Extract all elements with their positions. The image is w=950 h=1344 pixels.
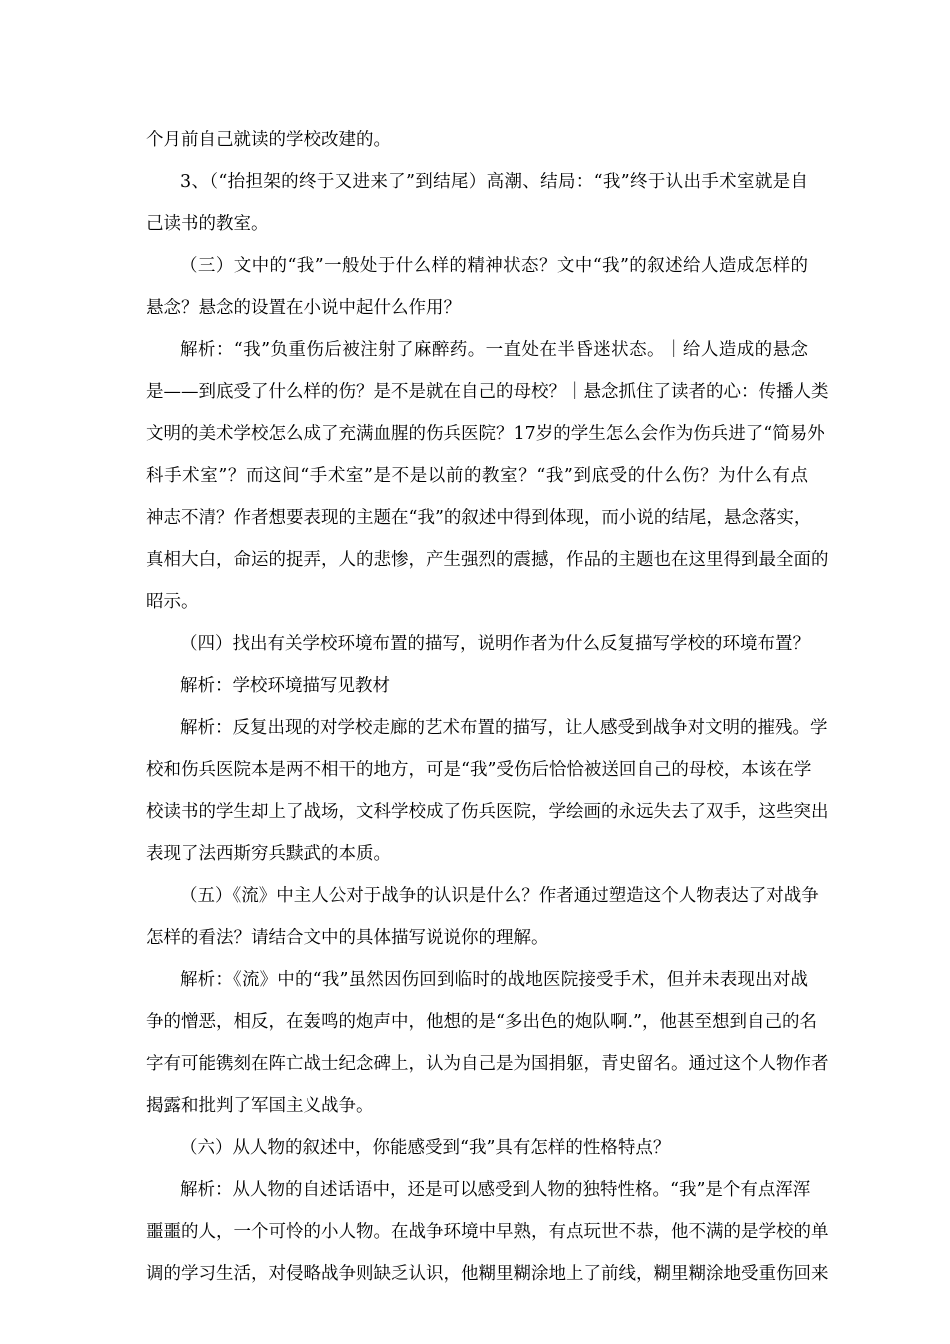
paragraph-line: 悬念？悬念的设置在小说中起什么作用？ [146,298,461,318]
paragraph-line: 文明的美术学校怎么成了充满血腥的伤兵医院？17岁的学生怎么会作为伤兵进了“简易外 [146,424,825,444]
paragraph-line: 字有可能镌刻在阵亡战士纪念碑上，认为自己是为国捐躯，青史留名。通过这个人物作者 [146,1054,829,1074]
paragraph-line: 昭示。 [146,592,199,612]
paragraph-line: 是——到底受了什么样的伤？是不是就在自己的母校？｜悬念抓住了读者的心：传播人类 [146,382,829,402]
paragraph-line: 争的憎恶，相反，在轰鸣的炮声中，他想的是“多出色的炮队啊.”，他甚至想到自己的名 [146,1012,817,1032]
paragraph-line: 神志不清？作者想要表现的主题在“我”的叙述中得到体现，而小说的结尾，悬念落实， [146,508,812,528]
paragraph-line: 真相大白，命运的捉弄，人的悲惨，产生强烈的震撼，作品的主题也在这里得到最全面的 [146,550,829,570]
section-heading-6: （六）从人物的叙述中，你能感受到“我”具有怎样的性格特点？ [180,1138,671,1158]
paragraph-line: 解析：学校环境描写见教材 [180,676,390,696]
paragraph-line: 个月前自己就读的学校改建的。 [146,130,391,150]
section-heading-3: （三）文中的“我”一般处于什么样的精神状态？文中“我”的叙述给人造成怎样的 [180,256,808,276]
paragraph-line: 解析：从人物的自述话语中，还是可以感受到人物的独特性格。“我”是个有点浑浑 [180,1180,811,1200]
paragraph-line: 解析：“我”负重伤后被注射了麻醉药。一直处在半昏迷状态。｜给人造成的悬念 [180,340,808,360]
paragraph-line: 校和伤兵医院本是两不相干的地方，可是“我”受伤后恰恰被送回自己的母校，本该在学 [146,760,812,780]
section-heading-5: （五）《流》中主人公对于战争的认识是什么？作者通过塑造这个人物表达了对战争 [180,886,819,906]
paragraph-line: 调的学习生活，对侵略战争则缺乏认识，他糊里糊涂地上了前线，糊里糊涂地受重伤回来 [146,1264,829,1284]
paragraph-line: 科手术室”？而这间“手术室”是不是以前的教室？“我”到底受的什么伤？为什么有点 [146,466,808,486]
paragraph-line: 校读书的学生却上了战场，文科学校成了伤兵医院，学绘画的永远失去了双手，这些突出 [146,802,829,822]
paragraph-line: 噩噩的人，一个可怜的小人物。在战争环境中早熟，有点玩世不恭，他不满的是学校的单 [146,1222,829,1242]
paragraph-line: 怎样的看法？请结合文中的具体描写说说你的理解。 [146,928,549,948]
paragraph-line: 己读书的教室。 [146,214,269,234]
paragraph-line: 解析：《流》中的“我”虽然因伤回到临时的战地医院接受手术，但并未表现出对战 [180,970,808,990]
paragraph-line: 3、（“抬担架的终于又进来了”到结尾）高潮、结局：“我”终于认出手术室就是自 [180,172,808,192]
section-heading-4: （四）找出有关学校环境布置的描写，说明作者为什么反复描写学校的环境布置？ [180,634,810,654]
paragraph-line: 揭露和批判了军国主义战争。 [146,1096,374,1116]
paragraph-line: 解析：反复出现的对学校走廊的艺术布置的描写，让人感受到战争对文明的摧残。学 [180,718,828,738]
paragraph-line: 表现了法西斯穷兵黩武的本质。 [146,844,391,864]
